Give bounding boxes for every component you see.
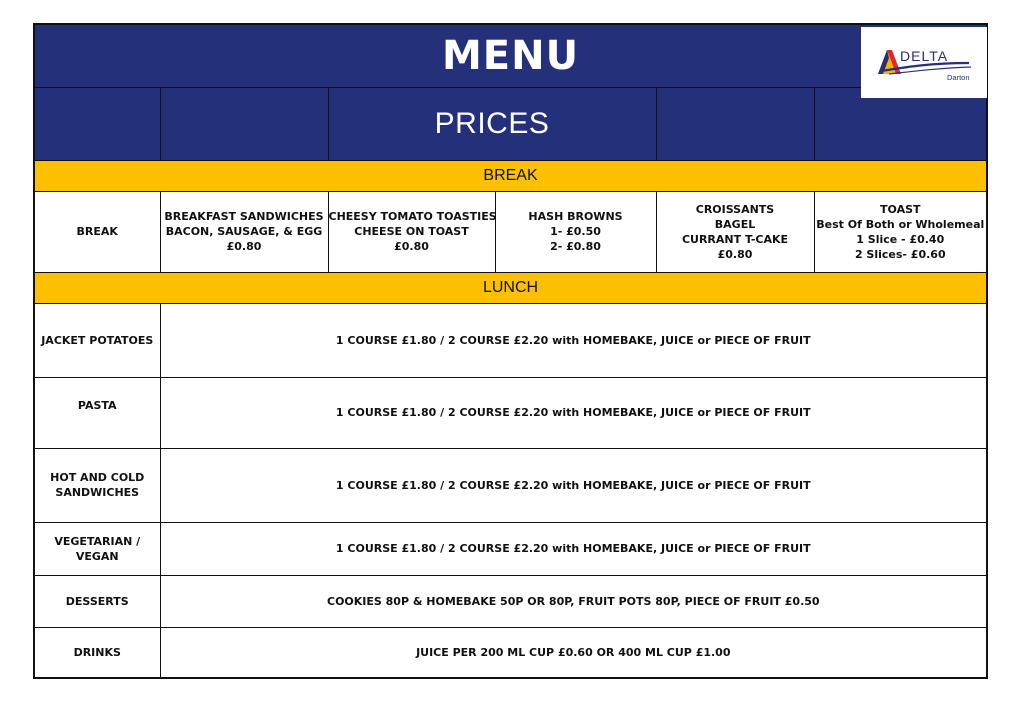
item-line: HASH BROWNS [528, 210, 623, 223]
menu-table [33, 23, 988, 679]
lunch-row-label: DRINKS [34, 627, 160, 678]
lunch-heading: LUNCH [34, 272, 987, 303]
lunch-row [34, 522, 987, 575]
lunch-row-desc: 1 COURSE £1.80 / 2 COURSE £2.20 with HOMEBAKE, JUICE or PIECE OF FRUIT [160, 377, 987, 448]
item-price: £0.80 [717, 247, 753, 261]
break-row [34, 191, 987, 272]
break-item-toast [814, 191, 987, 272]
item-price: 2 Slices- £0.60 [854, 247, 946, 261]
lunch-row [34, 448, 987, 522]
break-item-hash-browns [495, 191, 656, 272]
logo-sub: Darton [947, 73, 970, 82]
delta-logo-mark [861, 27, 987, 98]
header-blank-cell [34, 87, 160, 160]
break-heading: BREAK [34, 160, 987, 191]
lunch-row-desc: JUICE PER 200 ML CUP £0.60 OR 400 ML CUP £1.00 [160, 627, 987, 678]
item-line: CHEESY TOMATO TOASTIES [328, 210, 497, 223]
item-price: 1 Slice - £0.40 [856, 232, 945, 246]
break-heading-row [34, 160, 987, 191]
break-item-breakfast-sandwiches [160, 191, 328, 272]
item-line: BAGEL [714, 217, 756, 231]
item-price: 2- £0.80 [550, 240, 601, 253]
lunch-row [34, 303, 987, 377]
header-blank-cell [656, 87, 814, 160]
break-row-label: BREAK [34, 191, 160, 272]
lunch-row-desc: 1 COURSE £1.80 / 2 COURSE £2.20 with HOMEBAKE, JUICE or PIECE OF FRUIT [160, 448, 987, 522]
break-item-croissants [656, 191, 814, 272]
lunch-row-label: DESSERTS [34, 575, 160, 627]
item-line: Best Of Both or Wholemeal [816, 217, 985, 231]
lunch-row [34, 627, 987, 678]
prices-row [34, 87, 987, 160]
item-line: BREAKFAST SANDWICHES [164, 210, 324, 223]
lunch-row-label: HOT AND COLD SANDWICHES [34, 448, 160, 522]
item-line: TOAST [880, 202, 921, 216]
title-row [34, 24, 987, 87]
prices-heading: PRICES [328, 87, 656, 160]
item-price: £0.80 [226, 240, 262, 253]
item-line: CURRANT T-CAKE [681, 232, 789, 246]
lunch-row-desc: 1 COURSE £1.80 / 2 COURSE £2.20 with HOMEBAKE, JUICE or PIECE OF FRUIT [160, 522, 987, 575]
item-line: CROISSANTS [695, 202, 775, 216]
lunch-row-desc: 1 COURSE £1.80 / 2 COURSE £2.20 with HOMEBAKE, JUICE or PIECE OF FRUIT [160, 303, 987, 377]
lunch-row [34, 575, 987, 627]
delta-logo [861, 27, 987, 98]
lunch-row-desc: COOKIES 80P & HOMEBAKE 50P OR 80P, FRUIT POTS 80P, PIECE OF FRUIT £0.50 [160, 575, 987, 627]
menu-title: MENU [34, 24, 987, 87]
item-line: CHEESE ON TOAST [354, 225, 469, 238]
logo-name: DELTA [900, 48, 949, 64]
lunch-row-label: VEGETARIAN / VEGAN [34, 522, 160, 575]
lunch-heading-row [34, 272, 987, 303]
item-line: BACON, SAUSAGE, & EGG [165, 225, 323, 238]
item-price: 1- £0.50 [550, 225, 601, 238]
lunch-row-label: PASTA [34, 377, 160, 448]
lunch-row-label: JACKET POTATOES [34, 303, 160, 377]
item-price: £0.80 [394, 240, 429, 253]
header-blank-cell [160, 87, 328, 160]
lunch-row [34, 377, 987, 448]
break-item-cheesy-toasties [328, 191, 495, 272]
